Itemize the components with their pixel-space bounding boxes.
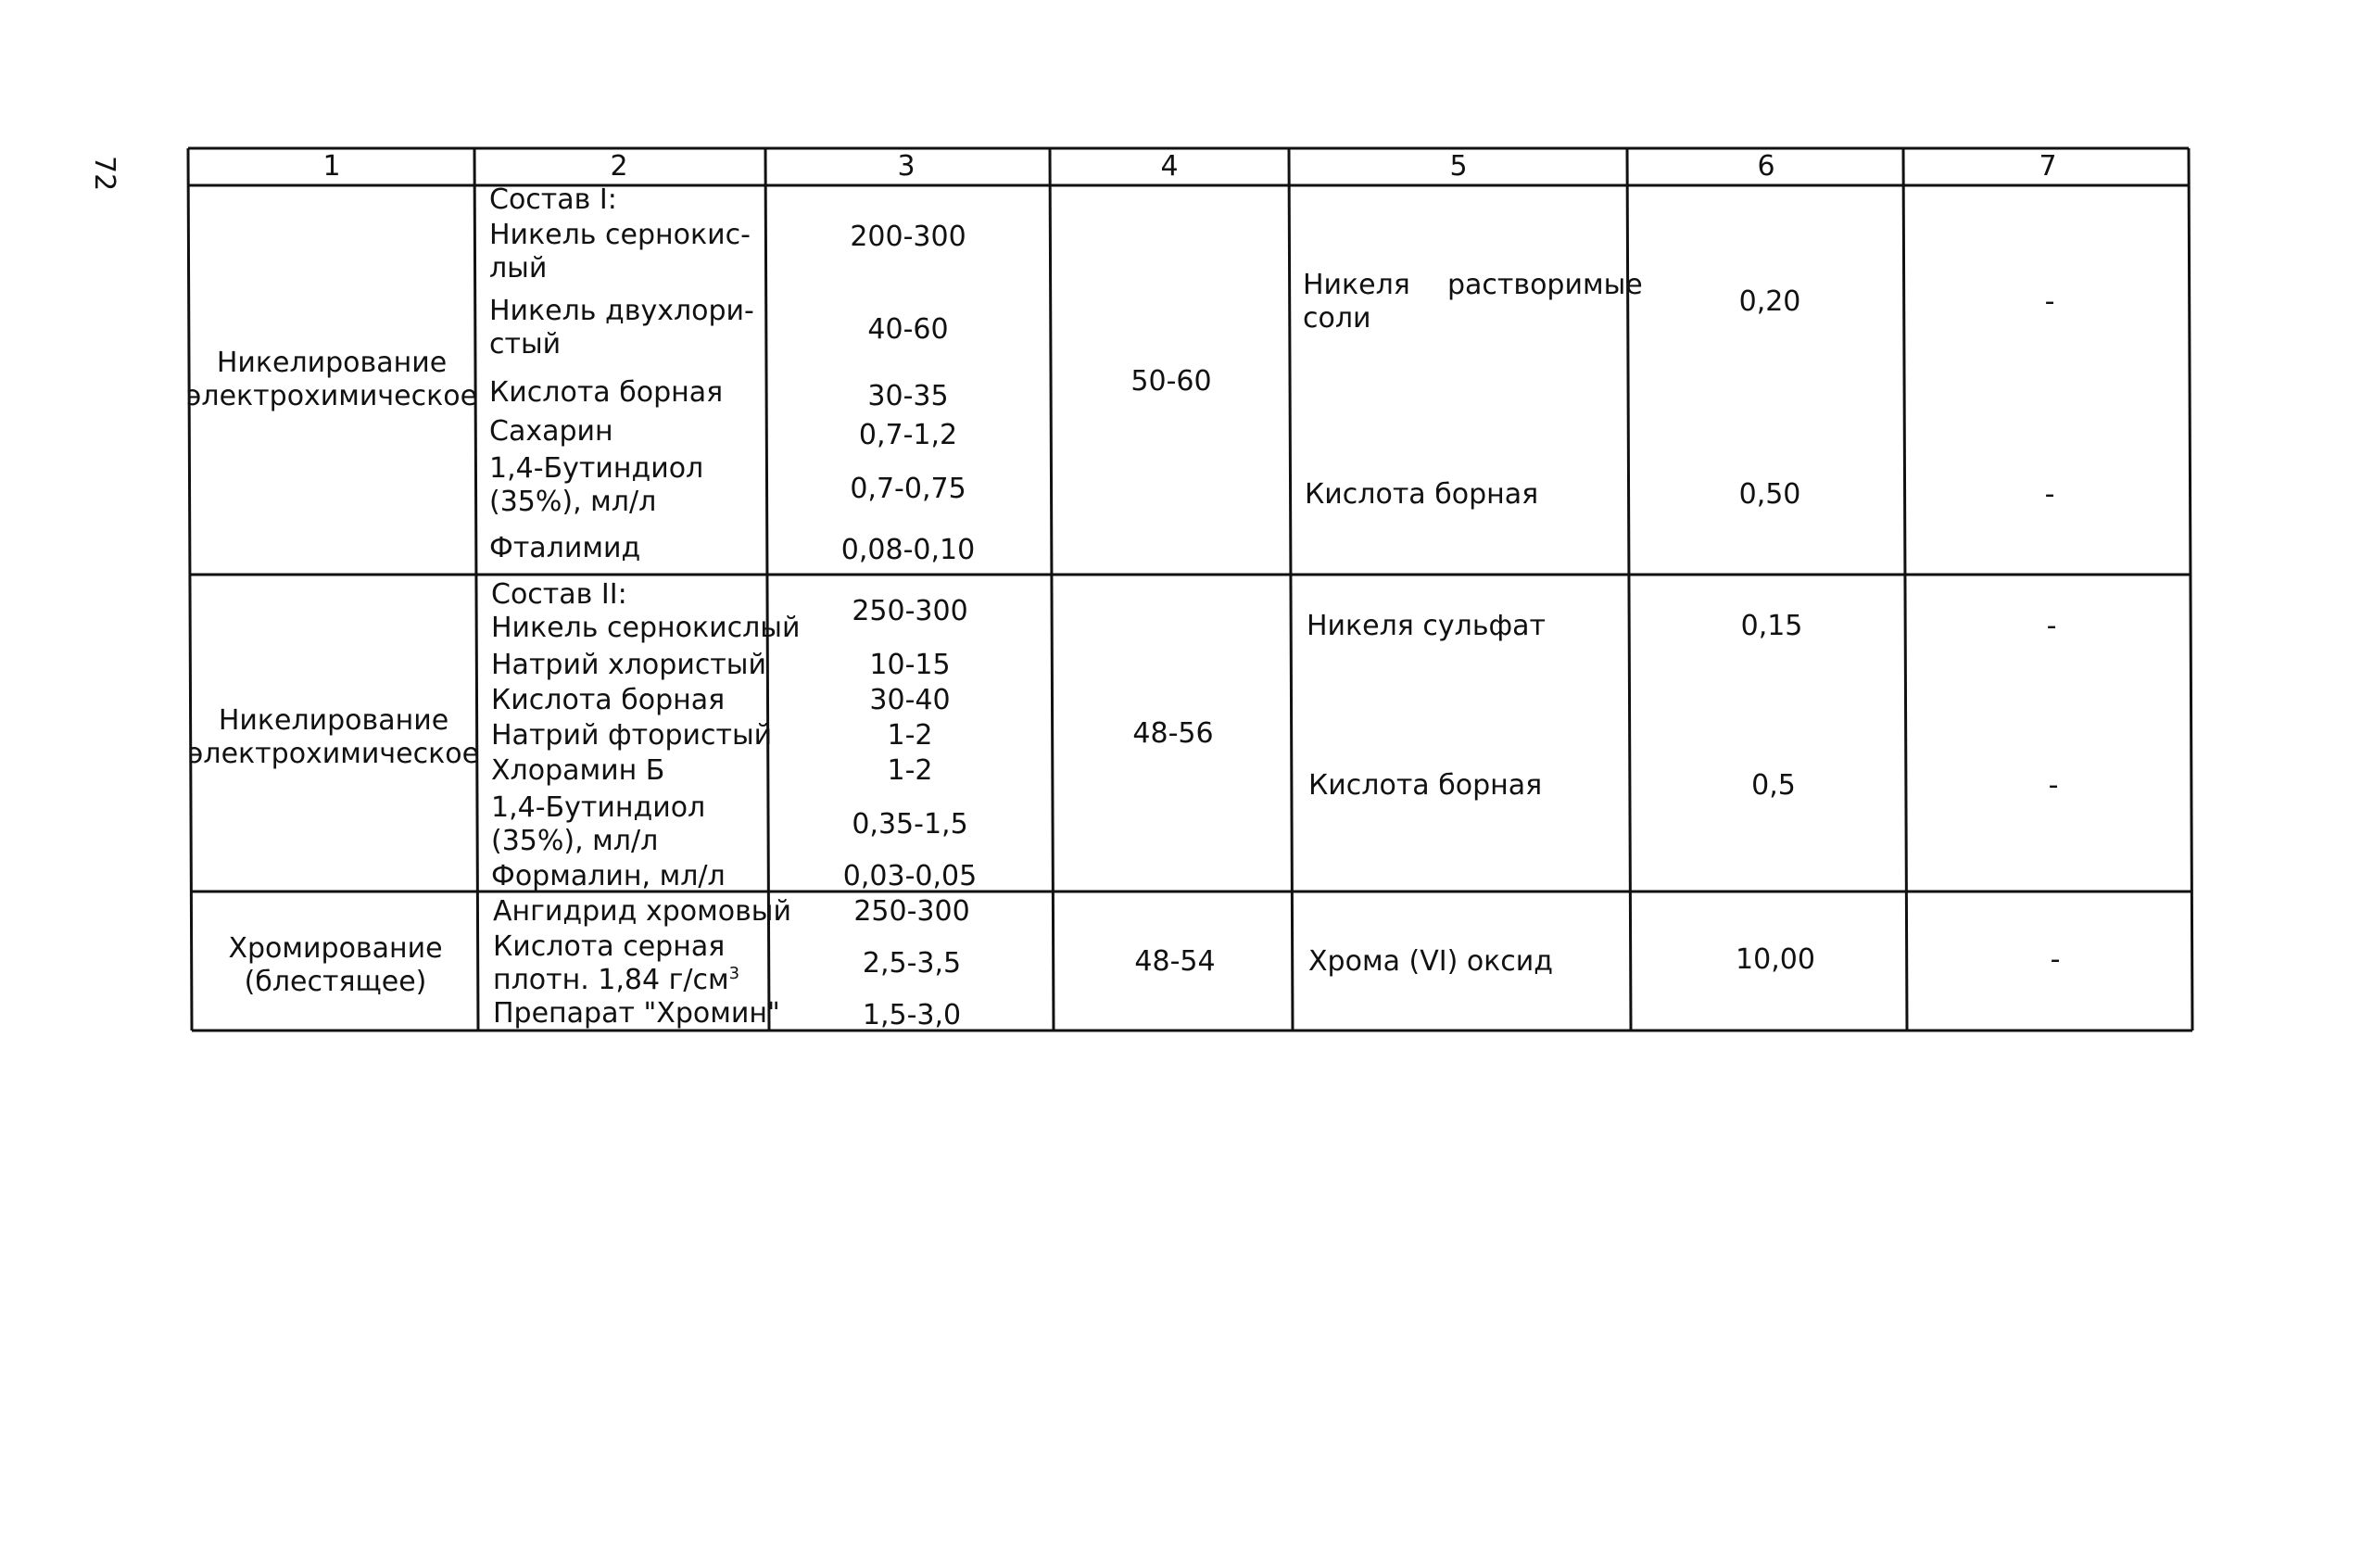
row1-substance-2-col7: - xyxy=(2044,478,2055,511)
header-col-4: 4 xyxy=(1160,150,1179,183)
row2-temperature: 48-56 xyxy=(1132,717,1214,750)
col-line-4 xyxy=(1289,148,1293,1031)
row1-composition-9: Фталимид xyxy=(489,532,641,564)
row1-composition-4: стый xyxy=(489,328,562,360)
row1-substance-2-value: 0,50 xyxy=(1738,478,1801,511)
col-line-7 xyxy=(2189,148,2192,1031)
row2-composition-8: Формалин, мл/л xyxy=(491,860,726,892)
row1-composition-8: (35%), мл/л xyxy=(489,486,657,518)
row2-substance-1-col7: - xyxy=(2046,610,2057,642)
row2-conc-6: 0,03-0,05 xyxy=(842,860,978,892)
row1-substance-1-line2: соли xyxy=(1303,302,1371,335)
row1-composition-1: Никель сернокис- xyxy=(489,219,751,251)
page-number: 72 xyxy=(88,156,120,192)
row2-composition-7: (35%), мл/л xyxy=(491,825,659,857)
row1-substance-1-word1: Никеля xyxy=(1303,269,1410,301)
row1-conc-0: 200-300 xyxy=(850,221,966,253)
row1-composition-7: 1,4-Бутиндиол xyxy=(489,452,704,485)
row1-conc-2: 30-35 xyxy=(867,380,949,412)
row3-substance-1-value: 10,00 xyxy=(1736,943,1815,976)
row1-temperature: 50-60 xyxy=(1130,365,1212,398)
row1-substance-2-name: Кислота борная xyxy=(1305,478,1539,511)
row1-substance-1-word2: растворимые xyxy=(1447,269,1643,301)
row3-substance-1-col7: - xyxy=(2050,943,2061,976)
row1-composition-0: Состав I: xyxy=(489,183,617,216)
col-line-1 xyxy=(474,148,478,1031)
row3-composition-1: Кислота серная xyxy=(493,930,726,963)
row2-composition-2: Натрий хлористый xyxy=(491,649,766,681)
row2-substance-2-value: 0,5 xyxy=(1751,769,1796,802)
header-col-7: 7 xyxy=(2039,150,2057,183)
row1-substance-1-value: 0,20 xyxy=(1738,285,1801,318)
row3-process-line2: (блестящее) xyxy=(244,966,427,998)
row3-composition-2-superscript: 3 xyxy=(728,964,740,983)
row2-conc-2: 30-40 xyxy=(869,684,951,716)
row3-composition-3: Препарат "Хромин" xyxy=(493,997,780,1030)
row2-conc-1: 10-15 xyxy=(869,649,951,681)
row2-conc-0: 250-300 xyxy=(852,595,968,627)
row3-conc-1: 2,5-3,5 xyxy=(862,947,962,980)
row1-process-line2: электрохимическое xyxy=(185,380,478,412)
row2-composition-4: Натрий фтористый xyxy=(491,719,773,752)
row2-conc-3: 1-2 xyxy=(887,719,933,752)
row1-composition-3: Никель двухлори- xyxy=(489,295,754,327)
row3-temperature: 48-54 xyxy=(1134,945,1216,978)
row3-conc-0: 250-300 xyxy=(853,895,970,928)
row3-conc-2: 1,5-3,0 xyxy=(862,999,962,1031)
row2-composition-0: Состав II: xyxy=(491,578,627,611)
header-col-2: 2 xyxy=(610,150,628,183)
row2-process-line1: Никелирование xyxy=(218,704,449,737)
row2-composition-3: Кислота борная xyxy=(491,684,726,716)
row2-conc-4: 1-2 xyxy=(887,754,933,787)
row2-substance-1-name: Никеля сульфат xyxy=(1307,610,1547,642)
row1-conc-3: 0,7-1,2 xyxy=(858,419,958,451)
row2-substance-2-name: Кислота борная xyxy=(1308,769,1543,802)
row3-composition-2 xyxy=(493,964,739,997)
row2-composition-6: 1,4-Бутиндиол xyxy=(491,791,706,824)
header-col-6: 6 xyxy=(1757,150,1775,183)
row1-composition-5: Кислота борная xyxy=(489,376,724,409)
header-col-3: 3 xyxy=(897,150,916,183)
row1-process-line1: Никелирование xyxy=(216,347,448,379)
header-col-1: 1 xyxy=(322,150,341,183)
row3-composition-0: Ангидрид хромовый xyxy=(493,895,791,928)
col-line-0 xyxy=(188,148,192,1031)
col-line-6 xyxy=(1903,148,1907,1031)
row1-composition-2: лый xyxy=(489,252,548,285)
row3-substance-1-name: Хрома (VI) оксид xyxy=(1308,945,1554,978)
row1-substance-1-col7: - xyxy=(2044,285,2055,318)
row1-conc-1: 40-60 xyxy=(867,313,949,346)
row1-conc-5: 0,08-0,10 xyxy=(840,534,976,566)
row1-conc-4: 0,7-0,75 xyxy=(850,473,966,505)
row1-composition-6: Сахарин xyxy=(489,415,613,448)
header-col-5: 5 xyxy=(1449,150,1468,183)
row2-substance-2-col7: - xyxy=(2048,769,2059,802)
row2-composition-1: Никель сернокислый xyxy=(491,612,801,644)
row2-conc-5: 0,35-1,5 xyxy=(852,808,968,841)
row2-substance-1-value: 0,15 xyxy=(1740,610,1803,642)
row2-composition-5: Хлорамин Б xyxy=(491,754,665,787)
col-line-3 xyxy=(1050,148,1054,1031)
row2-process-line2: электрохимическое xyxy=(187,738,480,770)
row3-process-line1: Хромирование xyxy=(228,932,443,965)
row3-composition-2-text: плотн. 1,84 г/см xyxy=(493,964,729,996)
